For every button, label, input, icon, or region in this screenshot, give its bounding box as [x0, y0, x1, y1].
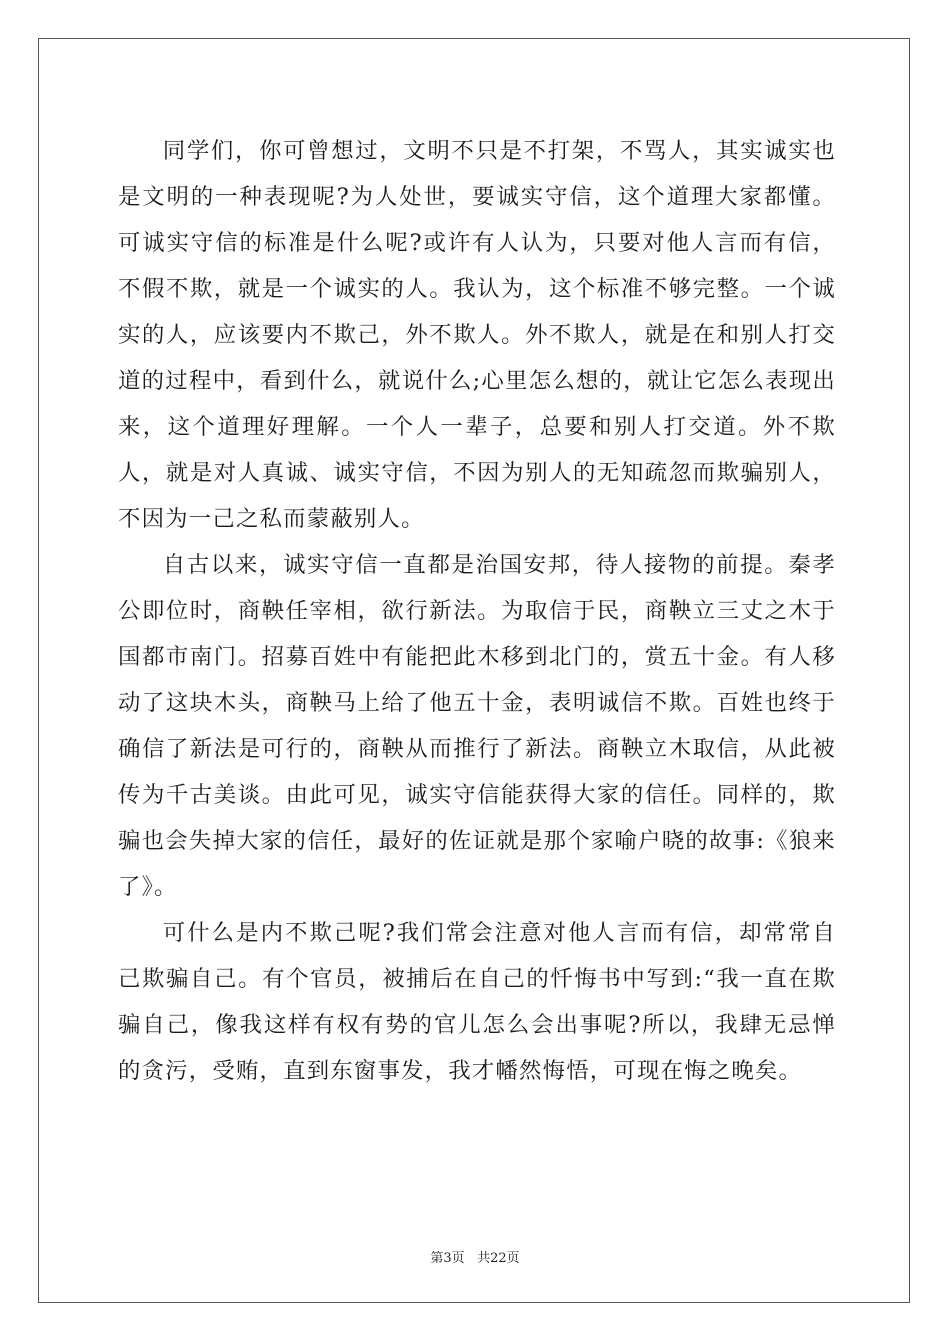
- page-number: 第3页: [430, 1251, 465, 1266]
- page-footer: [0, 1247, 950, 1266]
- paragraph-3: 可什么是内不欺己呢?我们常会注意对他人言而有信，却常常自己欺骗自己。有个官员，被捕后在自己的忏悔书中写到:“我一直在欺骗自己，像我这样有权有势的官儿怎么会出事呢?所以，我肆无忌惮的贪污，受贿，直到东窗事发，我才幡然悔悟，可现在悔之晚矣。: [118, 920, 836, 1084]
- page-total: 共22页: [477, 1251, 520, 1266]
- document-body: [118, 128, 836, 1094]
- paragraph-2: 自古以来，诚实守信一直都是治国安邦，待人接物的前提。秦孝公即位时，商鞅任宰相，欲行新法。为取信于民，商鞅立三丈之木于国都市南门。招募百姓中有能把此木移到北门的，赏五十金。有人移动了这块木头，商鞅马上给了他五十金，表明诚信不欺。百姓也终于确信了新法是可行的，商鞅从而推行了新法。商鞅立木取信，从此被传为千古美谈。由此可见，诚实守信能获得大家的信任。同样的，欺骗也会失掉大家的信任，最好的佐证就是那个家喻户晓的故事:《狼来了》。: [118, 552, 836, 900]
- paragraph-1: 同学们，你可曾想过，文明不只是不打架，不骂人，其实诚实也是文明的一种表现呢?为人处世，要诚实守信，这个道理大家都懂。可诚实守信的标准是什么呢?或许有人认为，只要对他人言而有信，不假不欺，就是一个诚实的人。我认为，这个标准不够完整。一个诚实的人，应该要内不欺己，外不欺人。外不欺人，就是在和别人打交道的过程中，看到什么，就说什么;心里怎么想的，就让它怎么表现出来，这个道理好理解。一个人一辈子，总要和别人打交道。外不欺人，就是对人真诚、诚实守信，不因为别人的无知疏忽而欺骗别人，不因为一己之私而蒙蔽别人。: [118, 138, 836, 532]
